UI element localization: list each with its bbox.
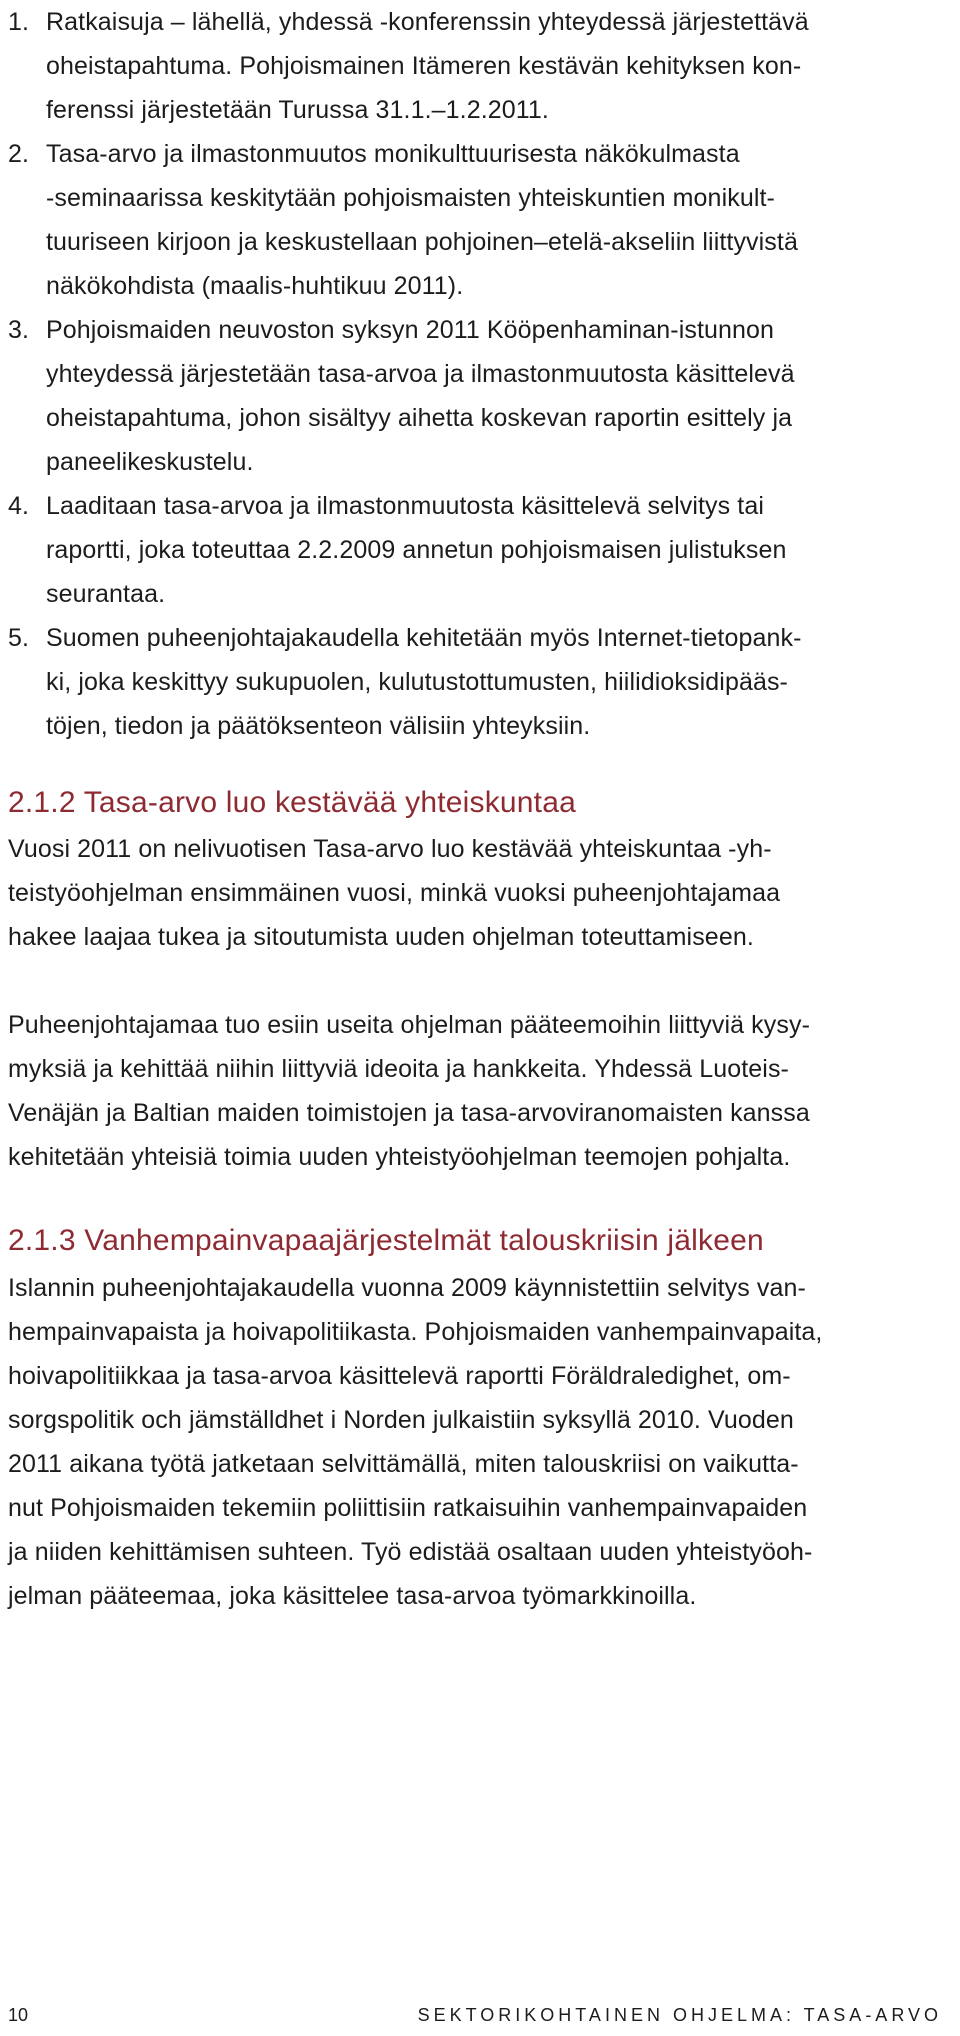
list-item-line: oheistapahtuma. Pohjoismainen Itämeren kestävän kehityksen kon- <box>46 52 802 80</box>
paragraph-line: sorgspolitik och jämställdhet i Norden julkaistiin syksyllä 2010. Vuoden <box>8 1406 794 1434</box>
list-item-line: seurantaa. <box>46 580 166 608</box>
paragraph-line: myksiä ja kehittää niihin liittyviä ideoita ja hankkeita. Yhdessä Luoteis- <box>8 1055 789 1083</box>
list-item-line: raportti, joka toteuttaa 2.2.2009 annetun pohjoismaisen julistuksen <box>46 536 787 564</box>
paragraph-line: hoivapolitiikkaa ja tasa-arvoa käsittelevä raportti Föräldraledighet, om- <box>8 1362 791 1390</box>
section-heading: 2.1.2 Tasa-arvo luo kestävää yhteiskuntaa <box>8 786 576 819</box>
paragraph-line: nut Pohjoismaiden tekemiin poliittisiin ratkaisuihin vanhempainvapaiden <box>8 1494 808 1522</box>
paragraph-line: kehitetään yhteisiä toimia uuden yhteistyöohjelman teemojen pohjalta. <box>8 1143 791 1171</box>
paragraph-line: teistyöohjelman ensimmäinen vuosi, minkä vuoksi puheenjohtajamaa <box>8 879 781 907</box>
paragraph-line: Venäjän ja Baltian maiden toimistojen ja tasa-arvoviranomaisten kanssa <box>8 1099 810 1127</box>
list-item-number: 5. <box>8 624 30 652</box>
list-item-text: Pohjoismaiden neuvoston syksyn 2011 Kööpenhaminan-istunnon <box>46 316 775 344</box>
list-item-text: Ratkaisuja – lähellä, yhdessä -konferenssin yhteydessä järjestettävä <box>46 8 809 36</box>
list-item-number: 4. <box>8 492 30 520</box>
list-item-number: 1. <box>8 8 30 36</box>
list-item-line: ferenssi järjestetään Turussa 31.1.–1.2.2011. <box>46 96 549 124</box>
footer-page-number: 10 <box>8 2005 29 2025</box>
paragraph-line: hempainvapaista ja hoivapolitiikasta. Pohjoismaiden vanhempainvapaita, <box>8 1318 823 1346</box>
list-item-text: Laaditaan tasa-arvoa ja ilmastonmuutosta käsittelevä selvitys tai <box>46 492 764 520</box>
list-item-line: -seminaarissa keskitytään pohjoismaisten yhteiskuntien monikult- <box>46 184 775 212</box>
list-item-line: paneelikeskustelu. <box>46 448 254 476</box>
list-item-text: Tasa-arvo ja ilmastonmuutos monikulttuurisesta näkökulmasta <box>46 140 740 168</box>
list-item-number: 2. <box>8 140 30 168</box>
list-item-line: näkökohdista (maalis-huhtikuu 2011). <box>46 272 464 300</box>
section-heading: 2.1.3 Vanhempainvapaajärjestelmät talouskriisin jälkeen <box>8 1224 764 1257</box>
paragraph-line: jelman pääteemaa, joka käsittelee tasa-arvoa työmarkkinoilla. <box>8 1582 697 1610</box>
list-item-line: tuuriseen kirjoon ja keskustellaan pohjoinen–etelä-akseliin liittyvistä <box>46 228 798 256</box>
list-item-text: Suomen puheenjohtajakaudella kehitetään myös Internet-tietopank- <box>46 624 802 652</box>
list-item-number: 3. <box>8 316 30 344</box>
paragraph-line: ja niiden kehittämisen suhteen. Työ edistää osaltaan uuden yhteistyöoh- <box>8 1538 813 1566</box>
paragraph-line: Puheenjohtajamaa tuo esiin useita ohjelman pääteemoihin liittyviä kysy- <box>8 1011 810 1039</box>
paragraph-line: Islannin puheenjohtajakaudella vuonna 2009 käynnistettiin selvitys van- <box>8 1274 806 1302</box>
paragraph-line: 2011 aikana työtä jatketaan selvittämällä, miten talouskriisi on vaikutta- <box>8 1450 799 1478</box>
paragraph-line: hakee laajaa tukea ja sitoutumista uuden ohjelman toteuttamiseen. <box>8 923 754 951</box>
list-item-line: ki, joka keskittyy sukupuolen, kulutustottumusten, hiilidioksidipääs- <box>46 668 788 696</box>
list-item-line: töjen, tiedon ja päätöksenteon välisiin yhteyksiin. <box>46 712 591 740</box>
list-item-line: oheistapahtuma, johon sisältyy aihetta koskevan raportin esittely ja <box>46 404 793 432</box>
footer-title: SEKTORIKOHTAINEN OHJELMA: TASA-ARVO <box>417 2005 942 2025</box>
list-item-line: yhteydessä järjestetään tasa-arvoa ja ilmastonmuutosta käsittelevä <box>46 360 795 388</box>
paragraph-line: Vuosi 2011 on nelivuotisen Tasa-arvo luo kestävää yhteiskuntaa -yh- <box>8 835 772 863</box>
